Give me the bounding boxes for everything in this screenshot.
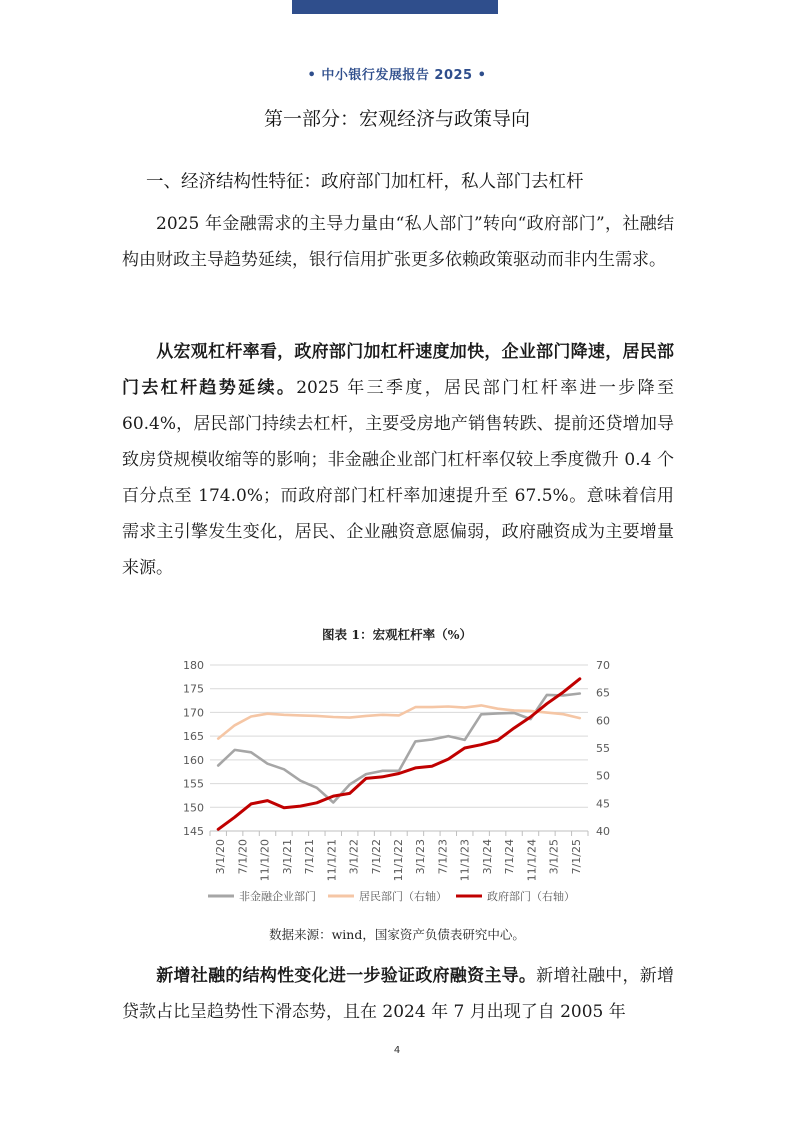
paragraph-2-text: 2025 年三季度，居民部门杠杆率进一步降至 60.4%，居民部门持续去杠杆，主要受房地产销售转跌、提前还贷增加导致房贷规模收缩等的影响；非金融企业部门杠杆率仅较上季度微升 0.4 个百分点至 174.0%；而政府部门杠杆率加速提升至 67.5%。意味着信用需求主引擎发生变化，居民、企业融资意愿偏弱，政府融资成为主要增量来源。 [122, 378, 675, 578]
y-right-tick-label: 40 [596, 825, 610, 838]
x-tick-label: 7/1/24 [503, 839, 517, 875]
y-right-tick-label: 70 [596, 659, 610, 672]
y-left-tick-label: 180 [183, 659, 204, 672]
leverage-chart [150, 650, 650, 920]
x-tick-label: 3/1/24 [480, 839, 494, 875]
x-tick-label: 3/1/23 [414, 839, 428, 875]
paragraph-3-text: 新增社融中，新增贷款占比呈趋势性下滑态势，且在 2024 年 7 月出现了自 2005 年 [122, 966, 675, 1022]
y-right-tick-label: 65 [596, 686, 610, 700]
part-title: 第一部分：宏观经济与政策导向 [263, 108, 530, 130]
y-left-tick-label: 160 [183, 753, 204, 767]
series-line [218, 679, 580, 830]
x-tick-label: 7/1/25 [569, 839, 583, 875]
x-tick-label: 11/1/21 [325, 839, 339, 882]
x-tick-label: 11/1/23 [458, 839, 472, 882]
legend-label: 非金融企业部门 [239, 890, 316, 903]
paragraph-1-text: 2025 年金融需求的主导力量由“私人部门”转向“政府部门”，社融结构由财政主导趋势延续，银行信用扩张更多依赖政策驱动而非内生需求。 [122, 214, 674, 270]
paragraph-2-lead: 从宏观杠杆率看，政府部门加杠杆速度加快，企业部门降速，居民部门去杠杆趋势延续。 [122, 342, 674, 398]
y-left-tick-label: 165 [183, 730, 204, 744]
x-tick-label: 11/1/22 [392, 839, 405, 882]
x-tick-label: 7/1/22 [369, 839, 383, 875]
x-tick-label: 3/1/20 [214, 839, 228, 875]
x-tick-label: 3/1/25 [547, 839, 561, 875]
x-tick-label: 11/1/20 [258, 839, 272, 882]
x-tick-label: 7/1/21 [303, 839, 317, 875]
paragraph-3-lead: 新增社融的结构性变化进一步验证政府融资主导。 [156, 966, 537, 986]
paragraph-1 [122, 206, 674, 278]
x-tick-label: 3/1/22 [347, 839, 361, 875]
y-left-tick-label: 175 [183, 682, 204, 696]
y-left-tick-label: 150 [183, 801, 204, 815]
y-right-tick-label: 55 [596, 742, 610, 755]
y-right-tick-label: 45 [596, 797, 610, 811]
x-tick-label: 11/1/24 [525, 839, 539, 882]
report-header: • 中小银行发展报告 2025 • [307, 68, 487, 83]
y-right-tick-label: 60 [596, 714, 610, 728]
y-left-tick-label: 170 [183, 706, 204, 720]
paragraph-3 [122, 958, 674, 1030]
y-left-tick-label: 145 [183, 825, 204, 838]
header-decoration-bar [292, 0, 498, 14]
legend-label: 政府部门（右轴） [487, 890, 575, 903]
y-left-tick-label: 155 [183, 777, 204, 791]
figure-title: 图表 1：宏观杠杆率（%） [322, 627, 472, 642]
figure-source: 数据来源：wind，国家资产负债表研究中心。 [269, 927, 525, 942]
paragraph-2 [122, 334, 674, 586]
x-tick-label: 3/1/21 [280, 839, 294, 875]
x-tick-label: 7/1/23 [436, 839, 450, 875]
legend-label: 居民部门（右轴） [359, 890, 447, 903]
x-tick-label: 7/1/20 [236, 839, 250, 875]
y-right-tick-label: 50 [596, 769, 610, 783]
section-heading: 一、经济结构性特征：政府部门加杠杆，私人部门去杠杆 [146, 172, 584, 192]
page-number: 4 [393, 1045, 401, 1056]
